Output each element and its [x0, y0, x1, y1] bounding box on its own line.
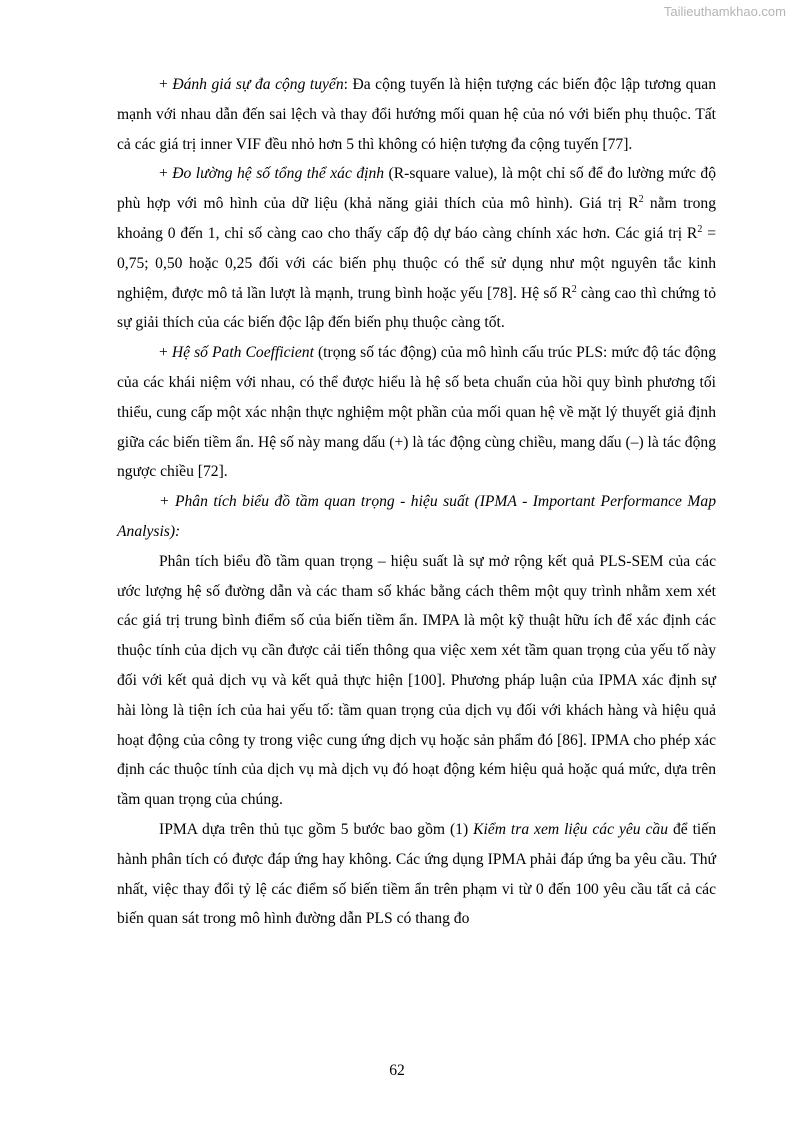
paragraph-path-coefficient [117, 338, 716, 487]
term-r-square: Đo lường hệ số tổng thể xác định [172, 165, 385, 183]
superscript: 2 [697, 223, 703, 235]
superscript: 2 [638, 194, 644, 205]
paragraph-text: nằm trong khoảng 0 đến 1, chỉ số càng cao cho thấy cấp độ dự báo càng chính xác hơn. Các giá trị R [117, 195, 717, 242]
paragraph-ipma-steps [117, 815, 716, 934]
paragraph-text: để tiến hành phân tích có được đáp ứng hay không. Các ứng dụng IPMA phải đáp ứng ba yêu cầu. Thứ nhất, việc thay đổi tỷ lệ các điểm số biến tiềm ẩn trên phạm vi từ 0 đến 100 yêu cầu tất cả các biến quan sát trong mô hình đường dẫn PLS có thang đo [117, 820, 716, 928]
paragraph-text: : Đa cộng tuyến là hiện tượng các biến độc lập tương quan mạnh với nhau dẫn đến sai lệch và thay đổi hướng mối quan hệ của nó với biến phụ thuộc. Tất cả các giá trị inner VIF đều nhỏ hơn 5 thì không có hiện tượng đa cộng tuyến [77]. [117, 76, 716, 153]
paragraph-text: = 0,75; 0,50 hoặc 0,25 đối với các biến phụ thuộc có thể sử dụng như một nguyên tắc kinh nghiệm, được mô tả lần lượt là mạnh, trung bình hoặc yếu [78]. Hệ số R [117, 224, 716, 302]
paragraph-text: IPMA dựa trên thủ tục gồm 5 bước bao gồm (1) [159, 820, 474, 838]
paragraph-ipma-description: Phân tích biểu đồ tầm quan trọng – hiệu suất là sự mở rộng kết quả PLS-SEM của các ước lượng hệ số đường dẫn và các tham số khác bằng cách thêm một quy trình nhằm xem xét các giá trị trung bình điểm số của biến tiềm ẩn. IMPA là một kỹ thuật hữu ích để xác định các thuộc tính của dịch vụ cần được cải tiến thông qua việc xem xét tầm quan trọng của yếu tố này đối với kết quả dịch vụ và kết quả thực hiện [100]. Phương pháp luận của IPMA xác định sự hài lòng là tiện ích của hai yếu tố: tầm quan trọng của dịch vụ đối với khách hàng và hiệu quả hoạt động của công ty trong việc cung ứng dịch vụ hoặc sản phẩm đó [86]. IPMA cho phép xác định các thuộc tính của dịch vụ mà dịch vụ đó hoạt động kém hiệu quả hoặc quá mức, dựa trên tầm quan trọng của chúng. [117, 552, 716, 809]
superscript: 2 [571, 283, 577, 295]
page-body [117, 70, 716, 934]
paragraph-ipma-heading [117, 487, 716, 547]
term-multicollinearity: Đánh giá sự đa cộng tuyến [172, 76, 344, 93]
paragraph-text: càng cao thì chứng tỏ sự giải thích của các biến độc lập đến biến phụ thuộc càng tốt. [117, 284, 716, 332]
bullet-lead: + [159, 344, 172, 362]
bullet-lead: + [159, 165, 173, 183]
watermark: Tailieuthamkhao.com [663, 4, 786, 19]
page-number: 62 [389, 1062, 405, 1079]
paragraph-text: (R-square value), là một chỉ số để đo lường mức độ phù hợp với mô hình của dữ liệu (khả năng giải thích của mô hình). Giá trị R [117, 165, 716, 213]
term-path-coefficient: Hệ số Path Coefficient [171, 344, 314, 362]
bullet-lead: + [159, 76, 173, 93]
term-check-requirements: Kiểm tra xem liệu các yêu cầu [473, 820, 669, 838]
paragraph-r-square [117, 159, 716, 338]
paragraph-text: (trọng số tác động) của mô hình cấu trúc PLS: mức độ tác động của các khái niệm với nhau, có thể được hiểu là hệ số beta chuẩn của hồi quy bình phương tối thiểu, cung cấp một xác nhận thực nghiệm một phần của mối quan hệ về mặt lý thuyết giả định giữa các biến tiềm ẩn. Hệ số này mang dấu (+) là tác động cùng chiều, mang dấu (–) là tác động ngược chiều [72]. [117, 344, 716, 481]
paragraph-multicollinearity [117, 70, 716, 159]
term-ipma: + Phân tích biểu đồ tầm quan trọng - hiệu suất (IPMA - Important Performance Map Analysis): [117, 493, 716, 540]
